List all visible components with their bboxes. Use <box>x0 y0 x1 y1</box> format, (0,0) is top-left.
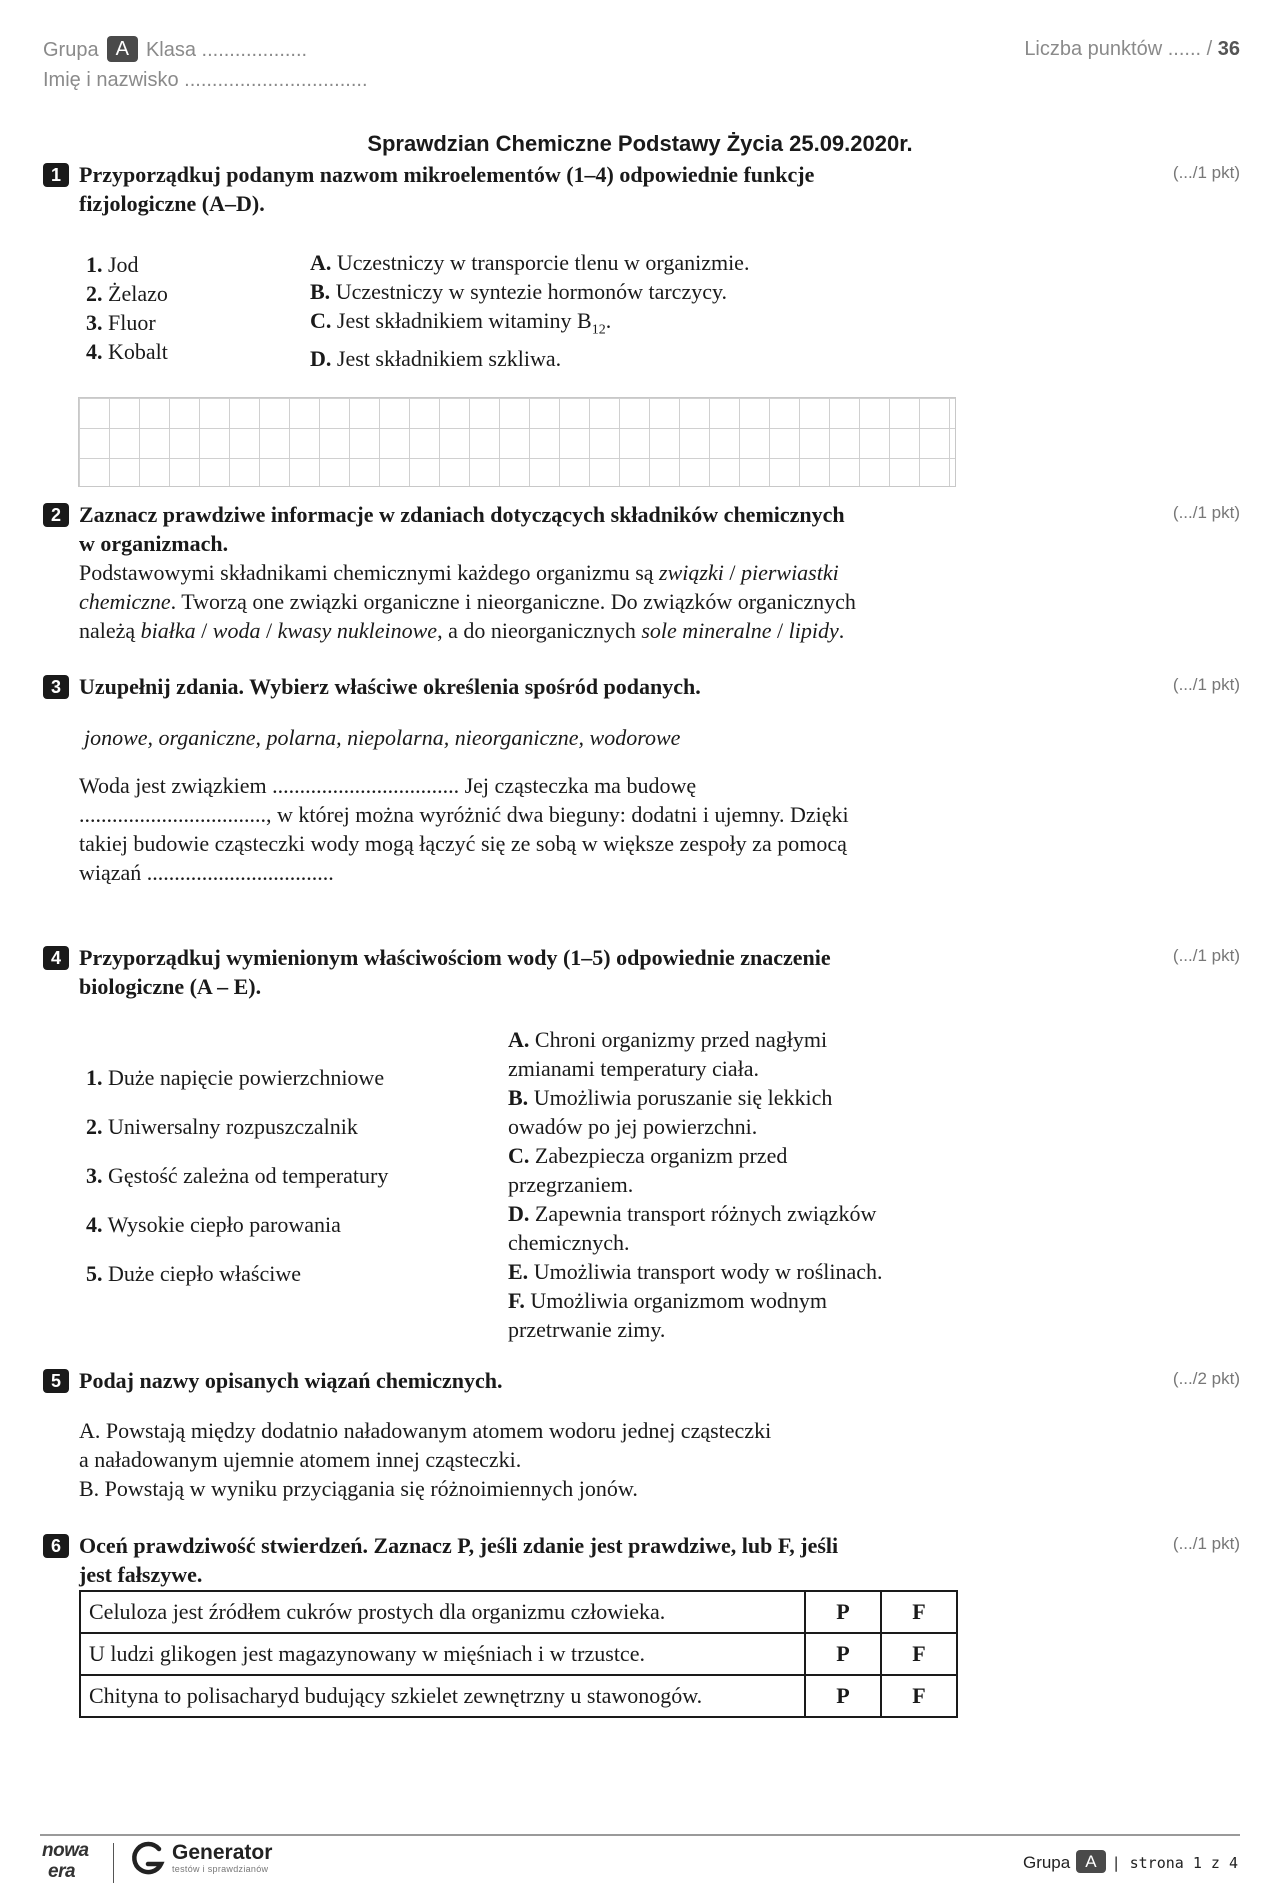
list-item: D. Jest składnikiem szkliwa. <box>310 346 562 372</box>
question-3-text: Uzupełnij zdania. Wybierz właściwe określenia spośród podanych. <box>79 674 701 699</box>
list-item: 5. Duże ciepło właściwe <box>86 1261 302 1286</box>
true-option[interactable]: P <box>805 1675 881 1717</box>
question-6-text-line1: Oceń prawdziwość stwierdzeń. Zaznacz P, jeśli zdanie jest prawdziwe, lub F, jeśli <box>79 1533 839 1558</box>
true-false-table <box>79 1590 958 1718</box>
generator-brand: Generator testów i sprawdzianów <box>172 1841 273 1874</box>
list-item: 3. Fluor <box>86 310 156 335</box>
group-label: Grupa <box>43 39 99 61</box>
choice-bialka[interactable]: białka <box>140 618 196 643</box>
question-4-text-line1: Przyporządkuj wymienionym właściwościom wody (1–5) odpowiednie znaczenie <box>79 945 831 970</box>
question-number-4: 4 <box>43 946 69 970</box>
question-4-text <box>79 943 949 1001</box>
points-total: 36 <box>1217 38 1240 60</box>
question-3-points: (.../1 pkt) <box>1172 675 1240 694</box>
table-row <box>80 1591 957 1633</box>
false-option[interactable]: F <box>881 1675 957 1717</box>
q1-items-list <box>86 250 168 366</box>
nowa-era-logo: nowa era <box>42 1840 89 1882</box>
list-item: 2. Żelazo <box>86 281 168 306</box>
question-1-text-line2: fizjologiczne (A–D). <box>79 191 265 216</box>
footer-divider <box>40 1834 1240 1836</box>
list-item: D. Zapewnia transport różnych związków chemicznych. <box>508 1201 877 1255</box>
choice-chemiczne[interactable]: chemiczne <box>79 589 171 614</box>
statement-cell: Celuloza jest źródłem cukrów prostych dla organizmu człowieka. <box>80 1591 805 1633</box>
false-option[interactable]: F <box>881 1591 957 1633</box>
q5-paragraph: A. Powstają między dodatnio naładowanym atomem wodoru jednej cząsteczki a naładowanym ujemnie atomem innej cząsteczki. B. Powstają w wyniku przyciągania się różnoimiennych jonów. <box>79 1418 772 1501</box>
q3-word-bank: jonowe, organiczne, polarna, niepolarna, nieorganiczne, wodorowe <box>84 725 681 750</box>
list-item: A. Uczestniczy w transporcie tlenu w organizmie. <box>310 250 750 275</box>
header-group-row <box>43 36 307 62</box>
question-2-text-line2: w organizmach. <box>79 531 229 556</box>
question-6-points: (.../1 pkt) <box>1172 1534 1240 1553</box>
footer-page-info <box>1023 1850 1238 1873</box>
footer-group-badge: A <box>1076 1850 1105 1873</box>
question-number-3: 3 <box>43 675 69 699</box>
class-label: Klasa ................... <box>145 39 308 61</box>
question-2-text-line1: Zaznacz prawdziwe informacje w zdaniach dotyczących składników chemicznych <box>79 502 845 527</box>
logo-separator <box>113 1843 114 1883</box>
group-badge: A <box>107 36 138 62</box>
list-item: F. Umożliwia organizmom wodnym przetrwanie zimy. <box>508 1288 827 1342</box>
question-1-text <box>79 160 949 218</box>
list-item: C. Zabezpiecza organizm przed przegrzaniem. <box>508 1143 788 1197</box>
question-number-5: 5 <box>43 1369 69 1393</box>
list-item: C. Jest składnikiem witaminy $B_{12}$. <box>310 308 612 338</box>
question-2-points: (.../1 pkt) <box>1172 503 1240 522</box>
points-label: Liczba punktów ...... / <box>1024 38 1213 60</box>
q2-paragraph: Podstawowymi składnikami chemicznymi każdego organizmu są związki / pierwiastki chemiczne. Tworzą one związki organiczne i nieorganiczne. Do związków organicznych należą białka / woda / kwasy nukleinowe, a do nieorganicznych sole mineralne / lipidy. <box>79 560 856 643</box>
question-4-points: (.../1 pkt) <box>1172 946 1240 965</box>
table-row <box>80 1633 957 1675</box>
question-2-text <box>79 500 949 558</box>
q3-paragraph: Woda jest związkiem .................................. Jej cząsteczka ma budowę .................................., w której można wyróżnić dwa bieguny: dodatni i ujemny. Dzięki takiej budowie cząsteczki wody mogą łączyć się ze sobą w większe zespoły za pomocą wiązań .................................. <box>79 773 849 885</box>
true-option[interactable]: P <box>805 1591 881 1633</box>
question-5-points: (.../2 pkt) <box>1172 1369 1240 1388</box>
list-item: 3. Gęstość zależna od temperatury <box>86 1163 389 1188</box>
question-1-text-line1: Przyporządkuj podanym nazwom mikroelementów (1–4) odpowiednie funkcje <box>79 162 815 187</box>
question-6-text-line2: jest fałszywe. <box>79 1562 203 1587</box>
table-row <box>80 1675 957 1717</box>
list-item: 4. Wysokie ciepło parowania <box>86 1212 341 1237</box>
q4-options-list <box>508 1025 883 1344</box>
question-number-2: 2 <box>43 503 69 527</box>
page-title: Sprawdzian Chemiczne Podstawy Życia 25.09.2020r. <box>367 131 913 156</box>
question-number-6: 6 <box>43 1534 69 1558</box>
list-item: 2. Uniwersalny rozpuszczalnik <box>86 1114 358 1139</box>
list-item: B. Umożliwia poruszanie się lekkich owadów po jej powierzchni. <box>508 1085 833 1139</box>
footer-page-number: | strona 1 z 4 <box>1111 1854 1238 1872</box>
list-item: 1. Duże napięcie powierzchniowe <box>86 1065 385 1090</box>
choice-sole-mineralne[interactable]: sole mineralne <box>641 618 772 643</box>
true-option[interactable]: P <box>805 1633 881 1675</box>
question-6-text <box>79 1531 949 1589</box>
name-label: Imię i nazwisko ................................. <box>43 69 368 91</box>
statement-cell: U ludzi glikogen jest magazynowany w mięśniach i w trzustce. <box>80 1633 805 1675</box>
list-item: E. Umożliwia transport wody w roślinach. <box>508 1259 883 1284</box>
false-option[interactable]: F <box>881 1633 957 1675</box>
question-4-text-line2: biologiczne (A – E). <box>79 974 262 999</box>
choice-kwasy-nukleinowe[interactable]: kwasy nukleinowe <box>277 618 438 643</box>
choice-zwiazki[interactable]: związki <box>659 560 724 585</box>
choice-pierwiastki[interactable]: pierwiastki <box>740 560 839 585</box>
points-summary <box>1024 38 1240 61</box>
list-item: 1. Jod <box>86 252 139 277</box>
q1-options-list <box>310 248 749 373</box>
statement-cell: Chityna to polisacharyd budujący szkielet zewnętrzny u stawonogów. <box>80 1675 805 1717</box>
list-item: A. Chroni organizmy przed nagłymi zmianami temperatury ciała. <box>508 1027 828 1081</box>
list-item: 4. Kobalt <box>86 339 168 364</box>
choice-woda[interactable]: woda <box>212 618 261 643</box>
choice-lipidy[interactable]: lipidy <box>788 618 839 643</box>
generator-logo-icon <box>130 1840 166 1880</box>
question-5-text: Podaj nazwy opisanych wiązań chemicznych. <box>79 1368 503 1393</box>
question-number-1: 1 <box>43 163 69 187</box>
answer-grid[interactable] <box>78 397 956 487</box>
q4-items-list <box>86 1063 388 1308</box>
footer-group-label: Grupa <box>1022 1853 1071 1872</box>
list-item: B. Uczestniczy w syntezie hormonów tarczycy. <box>310 279 728 304</box>
question-1-points: (.../1 pkt) <box>1172 163 1240 182</box>
